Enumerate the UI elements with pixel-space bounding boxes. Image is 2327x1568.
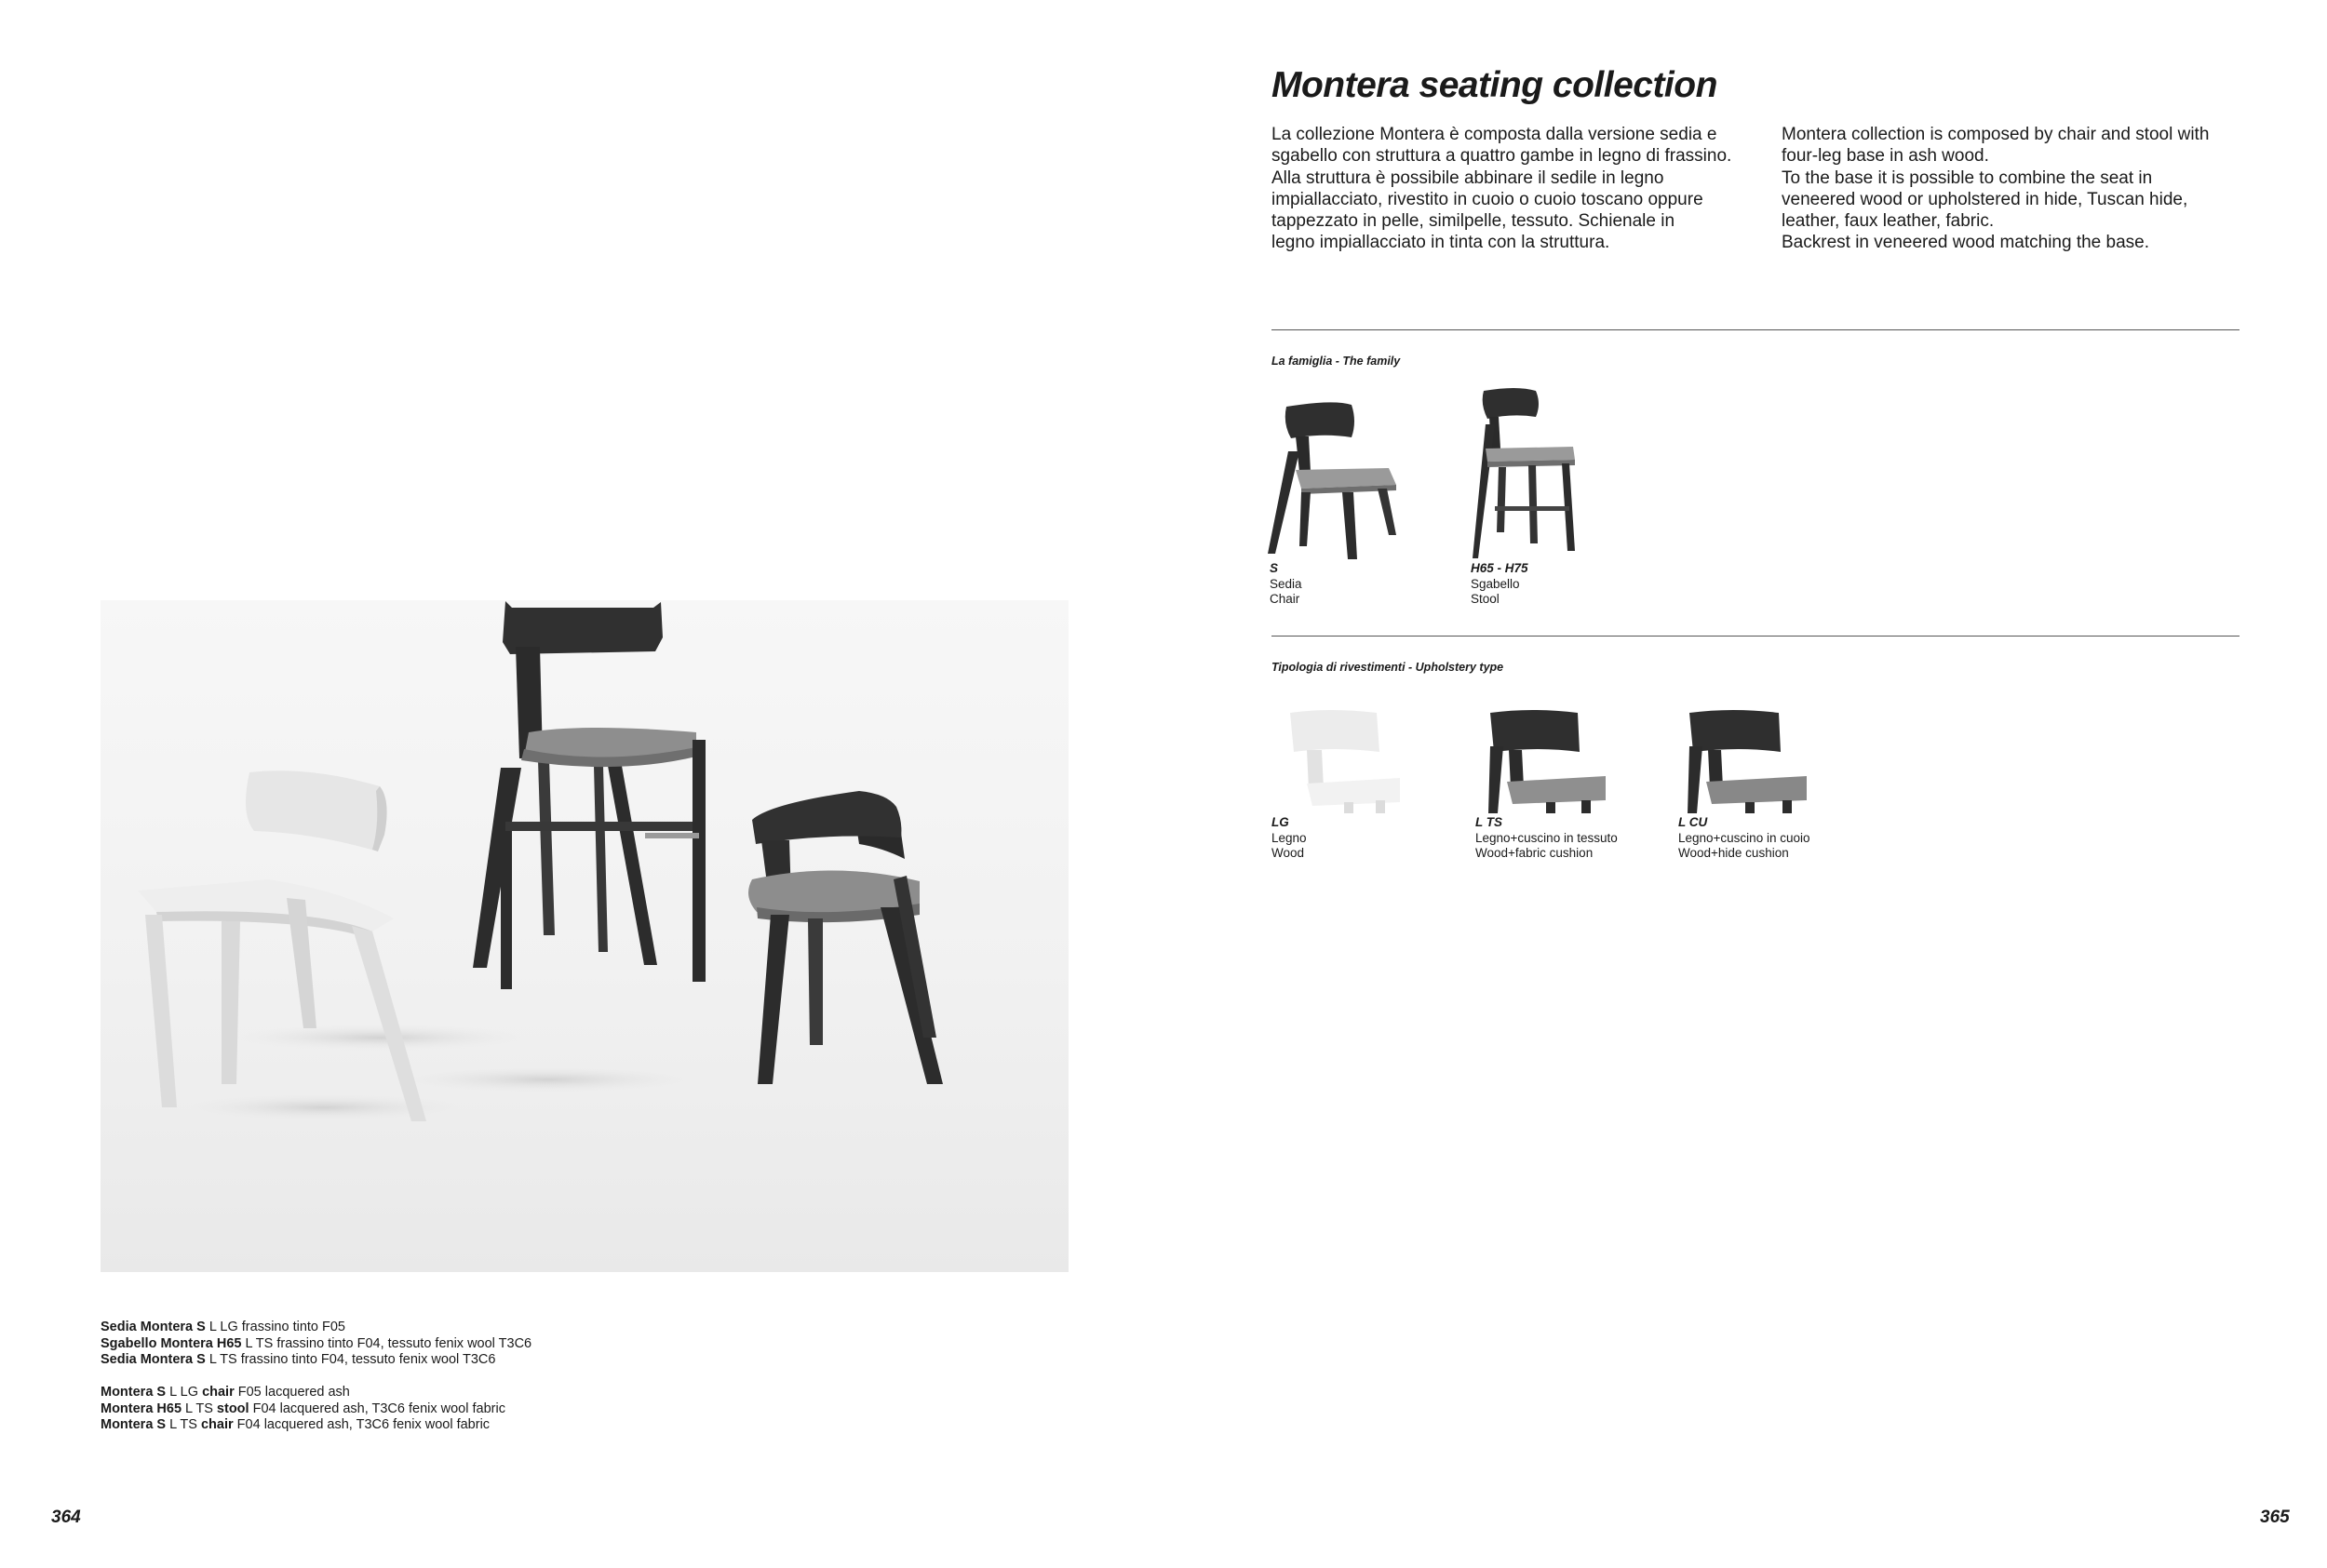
caption-line-it-2: Sgabello Montera H65 L TS frassino tinto F04, tessuto fenix wool T3C6 [101, 1335, 532, 1351]
caption-line-en-2: Montera H65 L TS stool F04 lacquered ash, T3C6 fenix wool fabric [101, 1400, 505, 1416]
photo-caption [101, 1320, 752, 1434]
description-italian: La collezione Montera è composta dalla versione sedia e sgabello con struttura a quattro gambe in legno di frassino. Alla struttura è possibile abbinare il sedile in legno impiallacciato, rivestito in cuoio o cuoio toscano oppure tappezzato in pelle, similpelle, tessuto. Schienale in legno impiallacciato in tinta con la struttura. [1271, 125, 1732, 253]
caption-line-en-1: Montera S L LG chair F05 lacquered ash [101, 1385, 350, 1400]
family-it-stool: Sgabello [1471, 576, 1520, 591]
family-code-chair: S [1270, 561, 1279, 575]
dark-chair-figure [748, 791, 943, 1084]
white-chair-figure [138, 771, 426, 1121]
upholstery-it-lg: Legno [1271, 830, 1307, 845]
upholstery-code-lg: LG [1271, 815, 1289, 829]
chair-icon [1268, 395, 1407, 563]
hero-photo [101, 600, 1069, 1272]
stool-icon [1471, 383, 1582, 560]
upholstery-code-lts: L TS [1475, 815, 1503, 829]
caption-line-it-3: Sedia Montera S L TS frassino tinto F04, tessuto fenix wool T3C6 [101, 1352, 496, 1367]
upholstery-it-lcu: Legno+cuscino in cuoio [1678, 830, 1810, 845]
description-english: Montera collection is composed by chair and stool with four-leg base in ash wood. To the base it is possible to combine the seat in veneered wood or upholstered in hide, Tuscan hide, leather, faux leather, fabric. Backrest in veneered wood matching the base. [1782, 125, 2210, 253]
page-number-left: 364 [51, 1508, 81, 1527]
section-divider [1271, 636, 2240, 637]
upholstery-en-lts: Wood+fabric cushion [1475, 846, 1594, 860]
fabric-cushion-icon [1485, 709, 1606, 813]
section-divider [1271, 329, 2240, 330]
dark-stool-figure [473, 601, 706, 989]
wood-seat-icon [1279, 709, 1400, 813]
family-en-stool: Stool [1471, 592, 1500, 606]
upholstery-code-lcu: L CU [1678, 815, 1708, 829]
three-seats-illustration [101, 600, 1069, 1272]
upholstery-en-lcu: Wood+hide cushion [1678, 846, 1789, 860]
upholstery-it-lts: Legno+cuscino in tessuto [1475, 830, 1618, 845]
caption-line-en-3: Montera S L TS chair F04 lacquered ash, T3C6 fenix wool fabric [101, 1417, 491, 1432]
family-code-stool: H65 - H75 [1471, 561, 1528, 575]
caption-line-it-1: Sedia Montera S L LG frassino tinto F05 [101, 1320, 345, 1334]
family-it-chair: Sedia [1270, 576, 1302, 591]
page-title: Montera seating collection [1271, 65, 1717, 105]
upholstery-section-label: Tipologia di rivestimenti - Upholstery type [1271, 661, 1504, 674]
family-en-chair: Chair [1270, 592, 1300, 606]
family-section-label: La famiglia - The family [1271, 355, 1401, 368]
page-number-right: 365 [2260, 1508, 2290, 1527]
hide-cushion-icon [1686, 709, 1807, 813]
upholstery-en-lg: Wood [1271, 846, 1305, 860]
